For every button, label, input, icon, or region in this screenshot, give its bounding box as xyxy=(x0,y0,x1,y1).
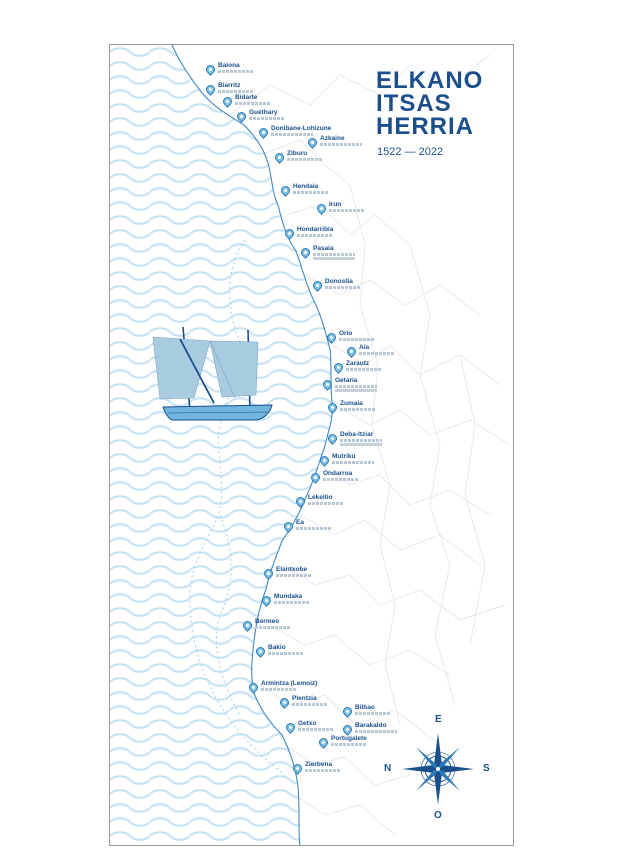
town-name: Getxo xyxy=(298,720,317,727)
town-name: Irun xyxy=(329,201,342,208)
town-subtitle-line xyxy=(308,502,344,505)
town-subtitle-line xyxy=(359,352,395,355)
poster xyxy=(109,44,514,846)
town-name: Lekeitio xyxy=(308,494,333,501)
town-name: Donostia xyxy=(325,278,353,285)
compass-rose-icon xyxy=(400,731,476,807)
town-name: Barakaldo xyxy=(355,722,387,729)
town-subtitle-line xyxy=(340,439,382,442)
town-name: Ondarroa xyxy=(323,470,353,477)
town-name: Plentzia xyxy=(292,695,317,702)
town-name: Bermeo xyxy=(255,618,280,625)
town-subtitle-line xyxy=(261,688,297,691)
town-name: Mutriku xyxy=(332,453,356,460)
town-subtitle-line xyxy=(293,191,329,194)
town-subtitle-line xyxy=(325,286,361,289)
title-line-2: ITSAS xyxy=(376,90,452,117)
title-line-1: ELKANO xyxy=(376,67,484,94)
town-name: Bakio xyxy=(268,644,286,651)
town-name: Bilbao xyxy=(355,704,375,711)
town-name: Hondarribia xyxy=(297,226,334,233)
town-name: Ea xyxy=(296,519,304,526)
town-name: Baiona xyxy=(218,62,240,69)
town-subtitle-line xyxy=(287,158,323,161)
title-line-3: HERRIA xyxy=(376,113,475,140)
town-subtitle-line xyxy=(329,209,365,212)
town-subtitle-line xyxy=(305,769,341,772)
town-subtitle-line xyxy=(271,133,313,136)
town-name: Elantxobe xyxy=(276,566,308,573)
town-subtitle-line xyxy=(323,478,359,481)
town-name: Bidarte xyxy=(235,94,258,101)
town-name: Mundaka xyxy=(274,593,303,600)
town-name: Zarautz xyxy=(346,360,370,367)
town-subtitle-line xyxy=(218,90,254,93)
town-subtitle-line xyxy=(320,143,362,146)
town-subtitle-line xyxy=(296,527,332,530)
town-subtitle-line xyxy=(340,408,376,411)
town-name: Hendaia xyxy=(293,183,319,190)
town-subtitle-line xyxy=(268,652,304,655)
compass-label-east: E xyxy=(435,714,442,725)
town-subtitle-line xyxy=(355,730,397,733)
town-name: Donibane-Lohizune xyxy=(271,125,332,132)
poster-title xyxy=(376,69,483,138)
town-subtitle-line xyxy=(274,601,310,604)
town-subtitle-line xyxy=(255,626,291,629)
compass-label-south: S xyxy=(483,763,490,774)
town-name: Pasaia xyxy=(313,245,334,252)
town-subtitle-line xyxy=(332,461,374,464)
town-name: Deba-Itziar xyxy=(340,431,374,438)
town-subtitle-line xyxy=(331,743,367,746)
compass-label-west: O xyxy=(434,810,442,821)
town-name: Getaria xyxy=(335,377,358,384)
town-subtitle-line xyxy=(218,70,254,73)
town-name: Zumaia xyxy=(340,400,363,407)
town-subtitle-line xyxy=(235,102,271,105)
town-name: Armintza (Lemoiz) xyxy=(261,680,318,687)
town-subtitle-line xyxy=(355,712,391,715)
town-subtitle-line xyxy=(249,117,285,120)
town-name: Guéthary xyxy=(249,109,278,116)
town-name: Ziburu xyxy=(287,150,308,157)
town-subtitle-line xyxy=(292,703,328,706)
town-name: Portugalete xyxy=(331,735,367,742)
town-name: Biarritz xyxy=(218,82,241,89)
years-label: 1522 — 2022 xyxy=(377,146,444,158)
town-subtitle-line xyxy=(339,338,375,341)
town-subtitle-line xyxy=(335,385,377,388)
town-name: Orio xyxy=(339,330,353,337)
town-name: Aia xyxy=(359,344,370,351)
town-subtitle-line xyxy=(346,368,382,371)
town-name: Azkaine xyxy=(320,135,345,142)
town-subtitle-line xyxy=(298,728,334,731)
compass-label-north: N xyxy=(384,763,392,774)
town-subtitle-line xyxy=(297,234,333,237)
town-name: Zierbena xyxy=(305,761,333,768)
town-subtitle-line xyxy=(313,253,355,256)
town-subtitle-line xyxy=(276,574,312,577)
